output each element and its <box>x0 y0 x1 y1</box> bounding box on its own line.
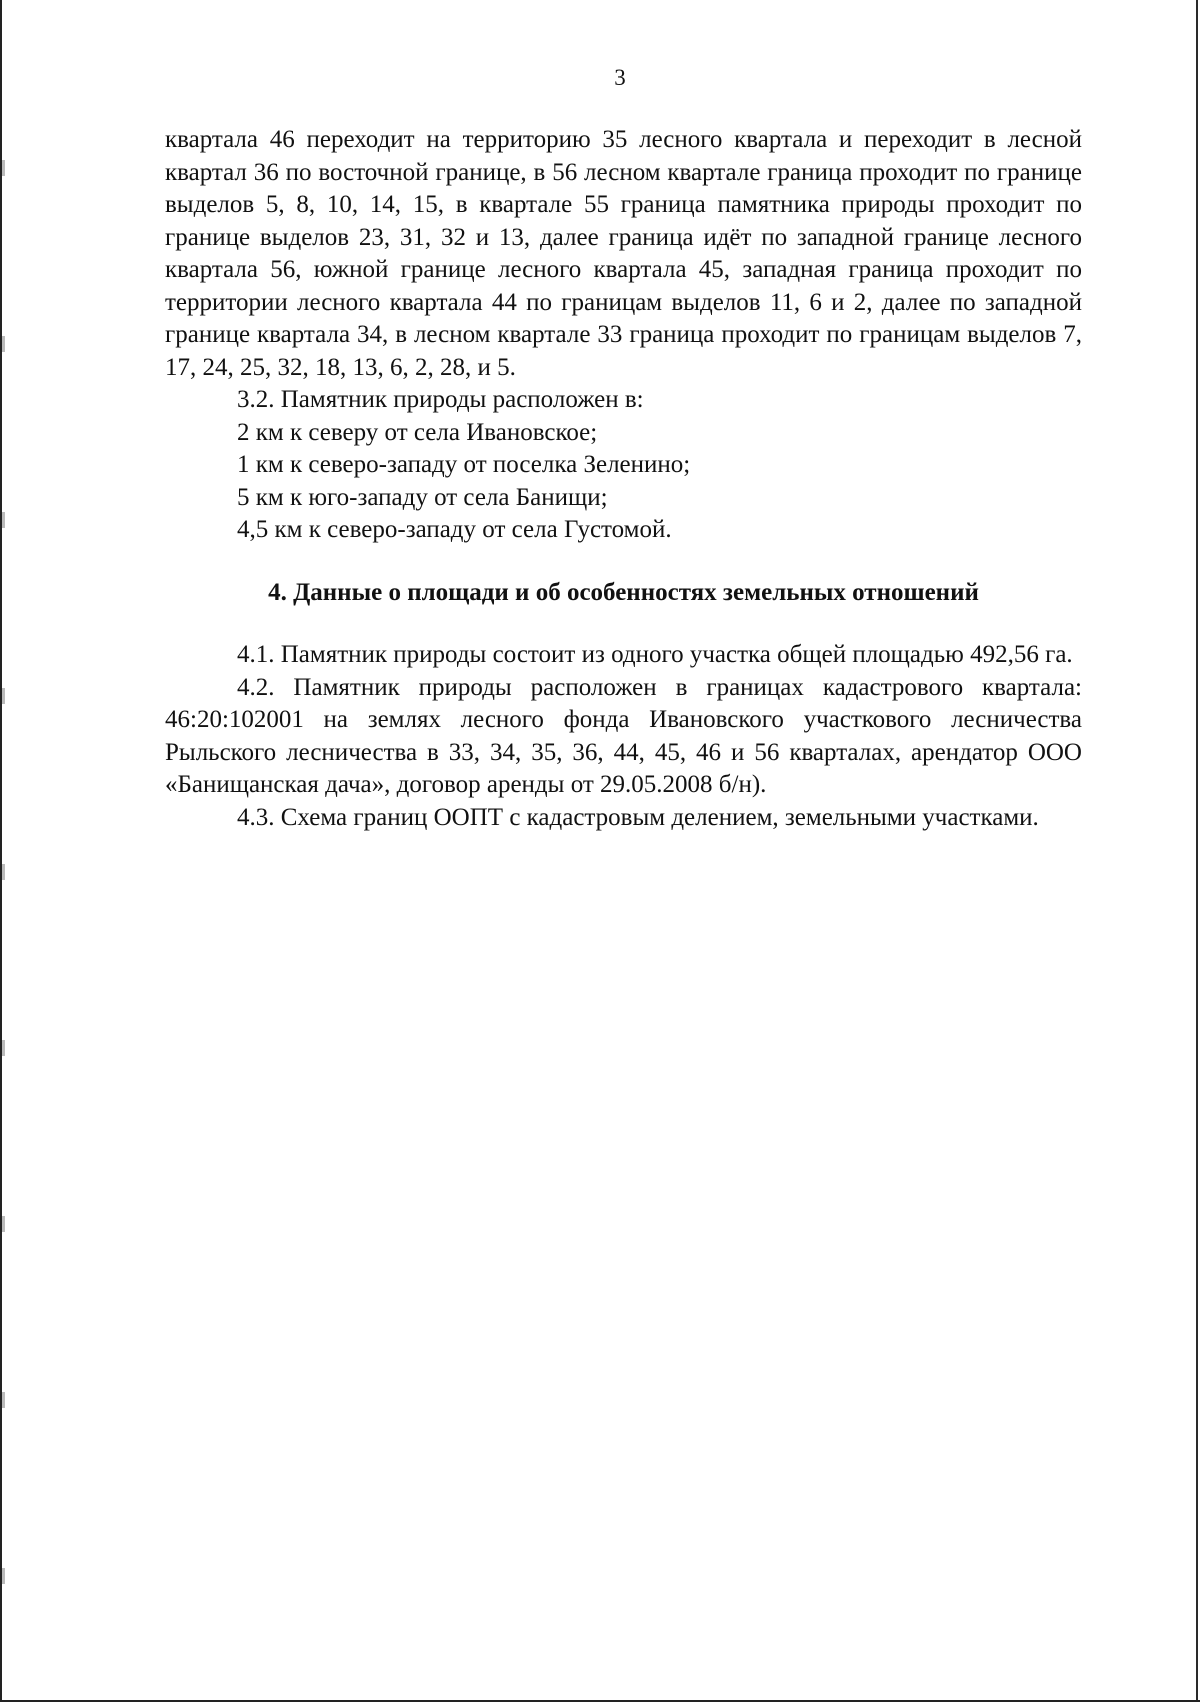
location-item: 1 км к северо-западу от поселка Зеленино; <box>237 451 691 478</box>
paragraph-4-2: 4.2. Памятник природы расположен в границах кадастрового квартала: 46:20:102001 на землях лесного фонда Ивановского участкового лесничества Рыльского лесничества в 33, 34, 35, 36, 44, 45, 46 и 56 кварталах, арендатор ООО «Банищанская дача», договор аренды от 29.05.2008 б/н). <box>165 673 1082 798</box>
location-item: 5 км к юго-западу от села Банищи; <box>237 483 608 511</box>
page-number: 3 <box>614 65 626 90</box>
scan-right-edge <box>1196 0 1198 1702</box>
location-item: 4,5 км к северо-западу от села Густомой. <box>237 516 672 543</box>
scan-left-edge-marks <box>2 0 5 1702</box>
document-body <box>165 124 1082 834</box>
location-item: 2 км к северу от села Ивановское; <box>237 418 598 446</box>
section-3-2-heading: 3.2. Памятник природы расположен в: <box>237 386 644 413</box>
paragraph-4-1: 4.1. Памятник природы состоит из одного участка общей площадью 492,56 га. <box>237 641 1073 668</box>
section-4-title: 4. Данные о площади и об особенностях земельных отношений <box>268 578 979 606</box>
continuation-paragraph: квартала 46 переходит на территорию 35 лесного квартала и переходит в лесной квартал 36 по восточной границе, в 56 лесном квартале граница проходит по границе выделов 5, 8, 10, 14, 15, в квартале 55 граница памятника природы проходит по границе выделов 23, 31, 32 и 13, далее граница идёт по западной границе лесного квартала 56, южной границе лесного квартала 45, западная граница проходит по территории лесного квартала 44 по границам выделов 11, 6 и 2, далее по западной границе квартала 34, в лесном квартале 33 граница проходит по границам выделов 7, 17, 24, 25, 32, 18, 13, 6, 2, 28, и 5. <box>165 126 1082 381</box>
paragraph-4-3: 4.3. Схема границ ООПТ с кадастровым делением, земельными участками. <box>237 803 1039 831</box>
